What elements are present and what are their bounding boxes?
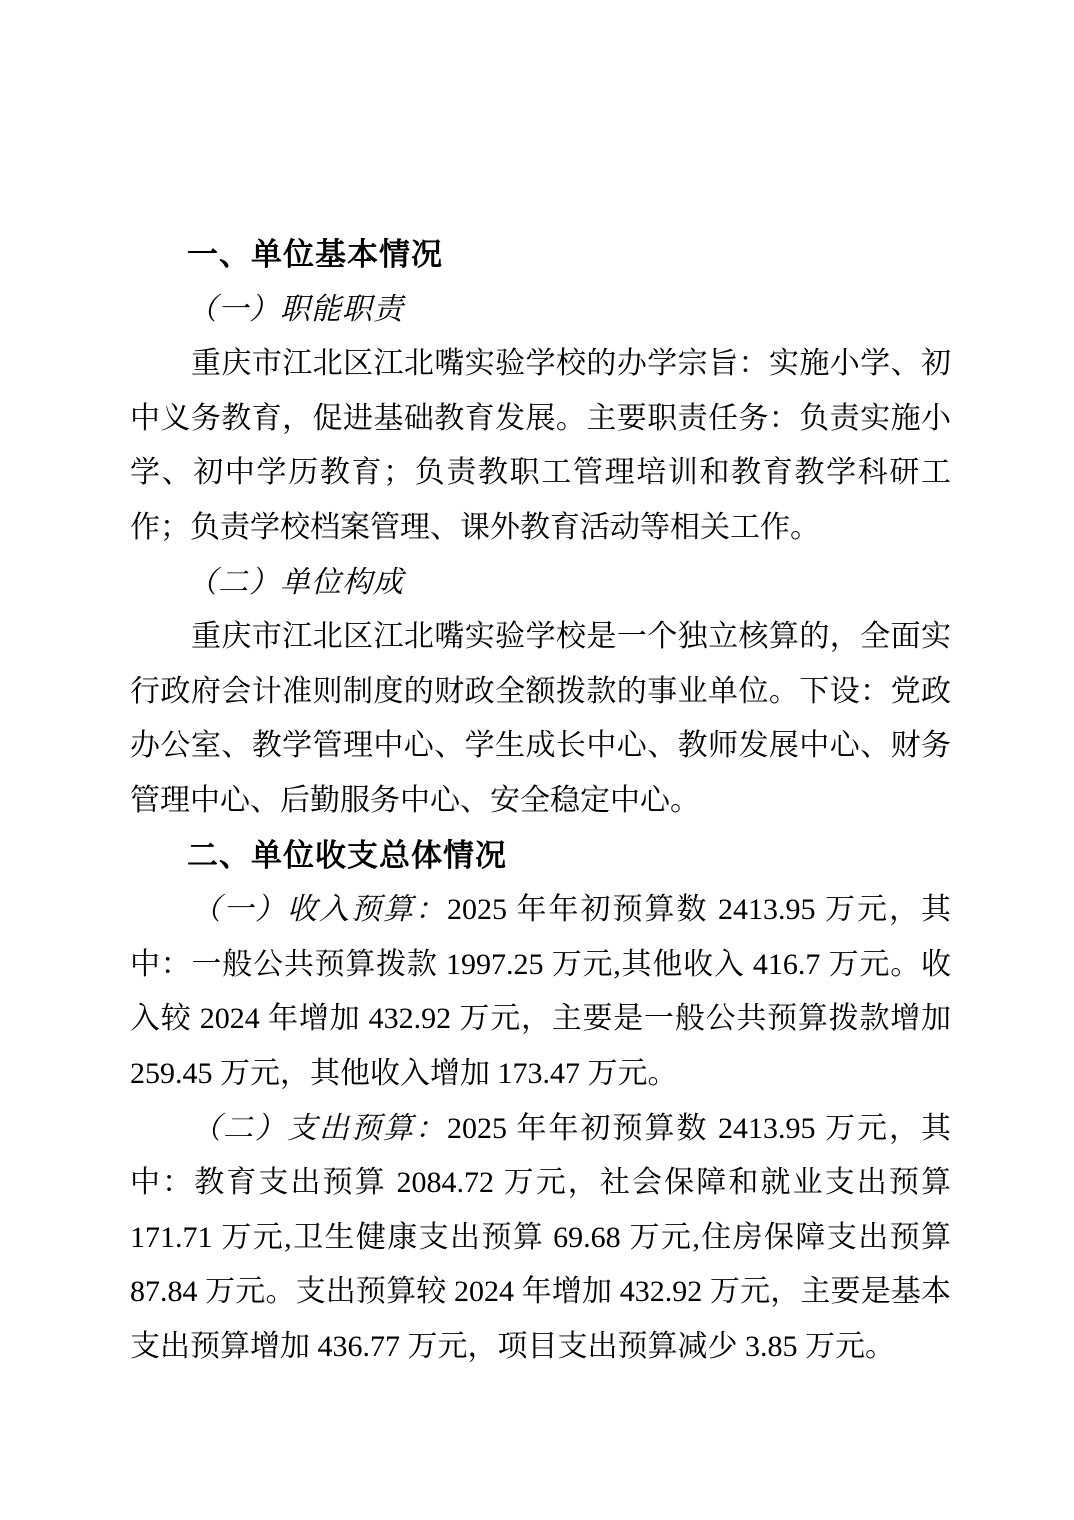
document-body	[130, 228, 951, 1374]
section-heading-budget-overview: 二、单位收支总体情况	[187, 837, 507, 873]
subsection-heading-duties: （一）职能职责	[187, 292, 404, 326]
paragraph-composition: 重庆市江北区江北嘴实验学校是一个独立核算的，全面实行政府会计准则制度的财政全额拨款的事业单位。下设：党政办公室、教学管理中心、学生成长中心、教师发展中心、财务管理中心、后勤服务中心、安全稳定中心。	[130, 620, 951, 817]
section-heading-basic-info: 一、单位基本情况	[187, 237, 443, 272]
expenditure-budget-lead: （二）支出预算：	[191, 1111, 447, 1145]
paragraph-income-budget	[130, 883, 951, 1101]
paragraph-expenditure-budget	[130, 1102, 951, 1375]
income-budget-lead: （一）收入预算：	[191, 893, 447, 927]
income-budget-text: 2025 年年初预算数 2413.95 万元，其中：一般公共预算拨款 1997.25 万元,其他收入 416.7 万元。收入较 2024 年增加 432.92 万元，主要是一般公共预算拨款增加 259.45 万元，其他收入增加 173.47 万元。	[130, 893, 951, 1090]
subsection-heading-composition: （二）单位构成	[187, 565, 404, 599]
paragraph-duties: 重庆市江北区江北嘴实验学校的办学宗旨：实施小学、初中义务教育，促进基础教育发展。主要职责任务：负责实施小学、初中学历教育；负责教职工管理培训和教育教学科研工作；负责学校档案管理、课外教育活动等相关工作。	[130, 347, 951, 544]
expenditure-budget-text: 2025 年年初预算数 2413.95 万元，其中：教育支出预算 2084.72 万元，社会保障和就业支出预算 171.71 万元,卫生健康支出预算 69.68 万元,住房保障支出预算 87.84 万元。支出预算较 2024 年增加 432.92 万元，主要是基本支出预算增加 436.77 万元，项目支出预算减少 3.85 万元。	[130, 1111, 951, 1363]
